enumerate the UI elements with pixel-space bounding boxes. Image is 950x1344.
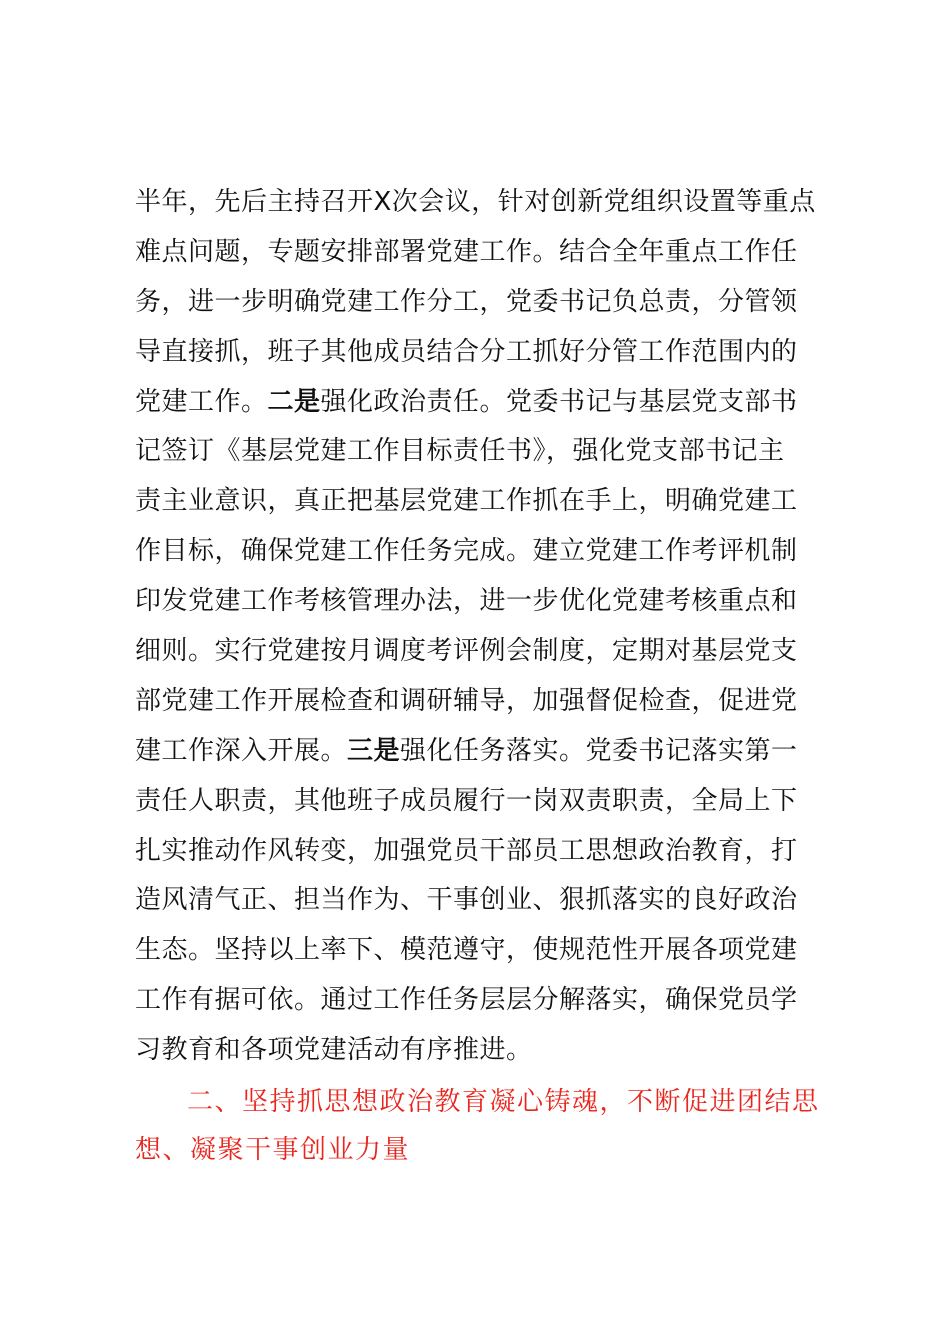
- text-run: 建工作深入开展。: [135, 735, 348, 766]
- section-heading: [135, 1078, 835, 1174]
- heading-line: 想、凝聚干事创业力量: [135, 1135, 411, 1165]
- text-line: [135, 328, 835, 378]
- text-run: 强化政治责任。党委书记与基层党支部书: [320, 386, 798, 417]
- text-run: 生态。坚持以上率下、模范遵守，使规范性开展各项党建: [135, 935, 798, 966]
- text-run: 务，进一步明确党建工作分工，党委书记负总责，分管领: [135, 286, 798, 317]
- text-line: [135, 228, 835, 278]
- text-run: 难点问题，专题安排部署党建工作。结合全年重点工作任: [135, 236, 798, 267]
- text-line: [135, 727, 835, 777]
- text-run: 强化任务落实。党委书记落实第一: [400, 735, 798, 766]
- text-line: [135, 1026, 835, 1076]
- text-run: 记签订《基层党建工作目标责任书》，强化党支部书记主: [135, 436, 785, 467]
- text-run: 扎实推动作风转变，加强党员干部员工思想政治教育，打: [135, 835, 798, 866]
- bold-marker: 三是: [347, 735, 401, 766]
- text-line: [135, 427, 835, 477]
- text-line: [135, 976, 835, 1026]
- text-run: 责任人职责，其他班子成员履行一岗双责职责，全局上下: [135, 785, 798, 816]
- bold-marker: 二是: [267, 386, 321, 417]
- text-line: [135, 527, 835, 577]
- text-line: [135, 577, 835, 627]
- text-line: [135, 926, 835, 976]
- text-line: [135, 378, 835, 428]
- text-line: [135, 178, 835, 228]
- text-line: [135, 477, 835, 527]
- text-run: 细则。实行党建按月调度考评例会制度，定期对基层党支: [135, 636, 798, 667]
- text-run: 导直接抓，班子其他成员结合分工抓好分管工作范围内的: [135, 336, 798, 367]
- text-line: [135, 677, 835, 727]
- text-run: 责主业意识，真正把基层党建工作抓在手上，明确党建工: [135, 486, 798, 517]
- text-line: [135, 627, 835, 677]
- text-run: 半年，先后主持召开X次会议，针对创新党组织设置等重点: [135, 187, 816, 217]
- body-paragraph: [135, 178, 835, 1076]
- text-run: 部党建工作开展检查和调研辅导，加强督促检查，促进党: [135, 685, 798, 716]
- text-run: 党建工作。: [135, 386, 268, 417]
- heading-line: 二、坚持抓思想政治教育凝心铸魂，不断促进团结思: [187, 1087, 820, 1117]
- text-line: [135, 777, 835, 827]
- text-line: [135, 876, 835, 926]
- text-line: [135, 827, 835, 877]
- text-run: 工作有据可依。通过工作任务层层分解落实，确保党员学: [135, 985, 798, 1016]
- text-run: 习教育和各项党建活动有序推进。: [135, 1035, 533, 1066]
- text-run: 造风清气正、担当作为、干事创业、狠抓落实的良好政治: [135, 885, 798, 916]
- text-run: 作目标，确保党建工作任务完成。建立党建工作考评机制: [135, 536, 798, 567]
- text-run: 印发党建工作考核管理办法，进一步优化党建考核重点和: [135, 586, 798, 617]
- text-line: [135, 278, 835, 328]
